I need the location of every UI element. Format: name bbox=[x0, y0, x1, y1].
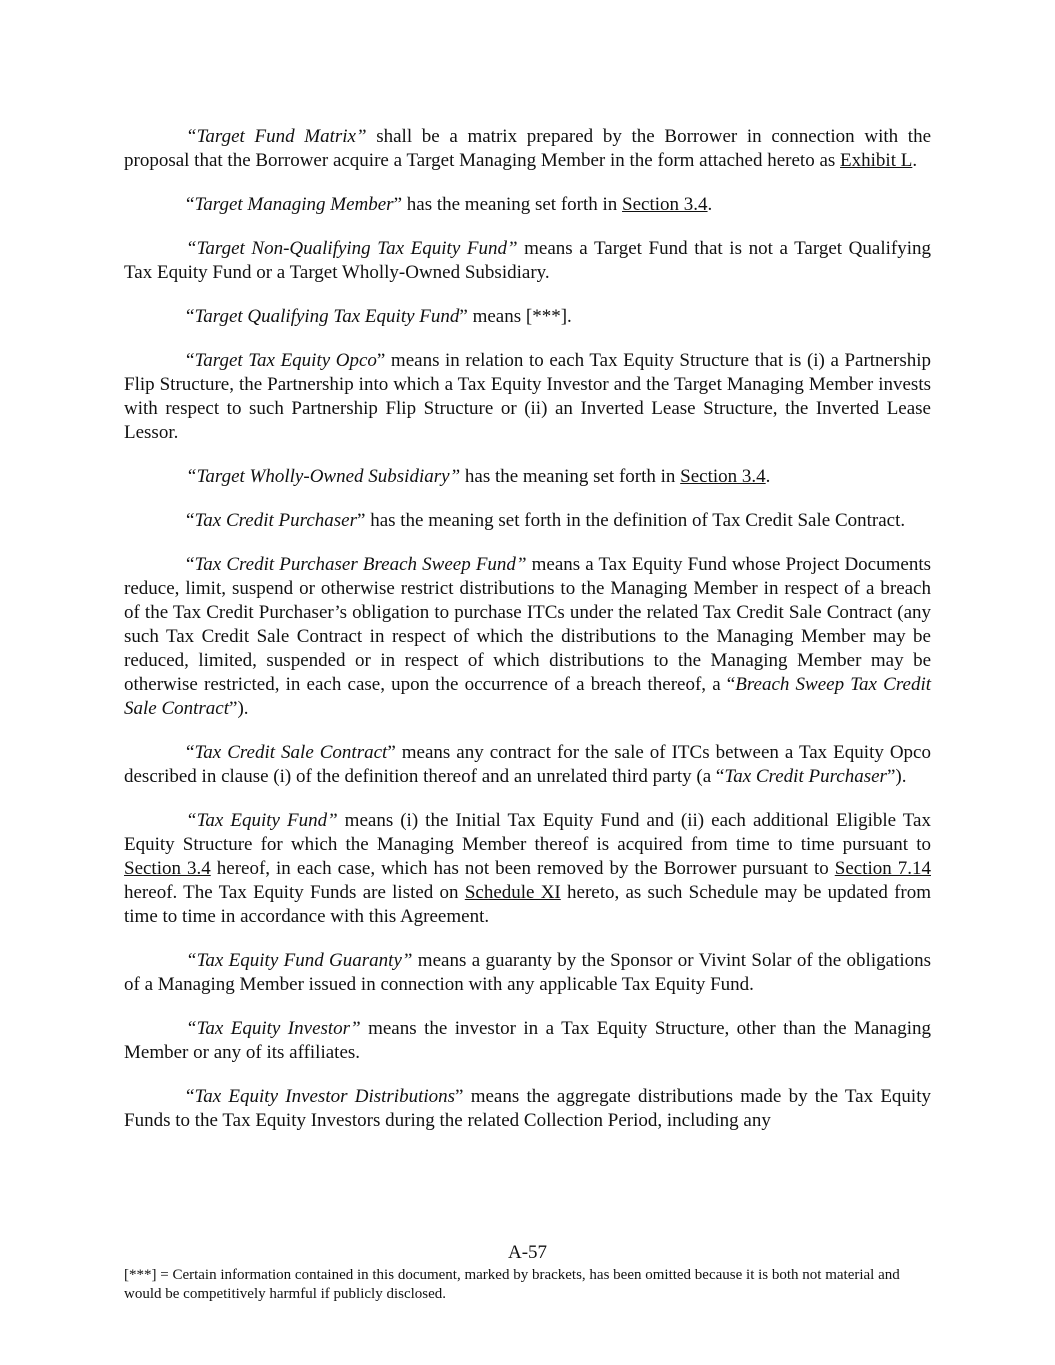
term-open-quote: “ bbox=[186, 126, 197, 147]
definition-target-managing-member: “Target Managing Member” has the meaning set forth in Section 3.4. bbox=[186, 194, 713, 215]
inline-defined-term: Tax Credit Purchaser bbox=[724, 766, 887, 787]
definition-tax-credit-sale-contract: “Tax Credit Sale Contract” means any contract for the sale of ITCs between a Tax Equity Opco described in clause (i) of the definition thereof and an unrelated third party (a “Tax Credit Purchaser”). bbox=[124, 742, 931, 787]
defined-term: Target Managing Member bbox=[194, 194, 394, 215]
defined-term: Target Wholly-Owned Subsidiary bbox=[196, 466, 450, 487]
definition-target-non-qualifying-tax-equity-fund: “Target Non-Qualifying Tax Equity Fund” means a Target Fund that is not a Target Qualifying Tax Equity Fund or a Target Wholly-Owned Subsidiary. bbox=[124, 238, 931, 283]
inline-defined-term: Breach Sweep Tax Credit Sale Contract bbox=[124, 674, 932, 719]
defined-term: Tax Credit Purchaser bbox=[194, 510, 357, 531]
defined-term: Target Qualifying Tax Equity Fund bbox=[194, 306, 460, 327]
definition-tax-credit-purchaser-breach-sweep-fund: “Tax Credit Purchaser Breach Sweep Fund” means a Tax Equity Fund whose Project Documents reduce, limit, suspend or otherwise restrict distributions to the Managing Member in respect of a breach of the Tax Credit Purchaser’s obligation to purchase ITCs under the related Tax Credit Sale Contract (any such Tax Credit Sale Contract in respect of which the distributions to the Managing Member may be reduced, limited, suspended or in respect of which distributions to the Managing Member may be otherwise restricted, in each case, upon the occurrence of a breach thereof, a “Breach Sweep Tax Credit Sale Contract”). bbox=[124, 554, 932, 719]
exhibit-reference: Exhibit L bbox=[840, 150, 913, 171]
page-number: A-57 bbox=[507, 1242, 548, 1263]
definition-target-fund-matrix: “Target Fund Matrix” shall be a matrix prepared by the Borrower in connection with the proposal that the Borrower acquire a Target Managing Member in the form attached hereto as Exhibit L. bbox=[124, 126, 932, 171]
redaction-footnote: [***] = Certain information contained in this document, marked by brackets, has been omitted because it is both not material and would be competitively harmful if publicly disclosed. bbox=[124, 1267, 900, 1302]
defined-term: Tax Equity Investor Distributions bbox=[194, 1086, 456, 1107]
definition-tax-equity-investor: “Tax Equity Investor” means the investor in a Tax Equity Structure, other than the Managing Member or any of its affiliates. bbox=[124, 1018, 931, 1063]
defined-term: Tax Credit Purchaser Breach Sweep Fund bbox=[194, 554, 516, 575]
section-reference: Section 3.4 bbox=[622, 194, 708, 215]
definition-tax-equity-investor-distributions: “Tax Equity Investor Distributions” means the aggregate distributions made by the Tax Equity Funds to the Tax Equity Investors during the related Collection Period, including any bbox=[124, 1086, 931, 1131]
defined-term: Tax Equity Fund Guaranty bbox=[196, 950, 402, 971]
definition-tax-equity-fund-guaranty: “Tax Equity Fund Guaranty” means a guaranty by the Sponsor or Vivint Solar of the obligations of a Managing Member issued in connection with any applicable Tax Equity Fund. bbox=[124, 950, 931, 995]
document-body bbox=[124, 125, 931, 1133]
definition-target-qualifying-tax-equity-fund: “Target Qualifying Tax Equity Fund” means [***]. bbox=[186, 306, 572, 327]
defined-term: Tax Equity Investor bbox=[196, 1018, 351, 1039]
defined-term: Tax Equity Fund bbox=[196, 810, 328, 831]
section-reference: Section 3.4 bbox=[124, 858, 211, 879]
defined-term: Tax Credit Sale Contract bbox=[194, 742, 388, 763]
definition-tax-equity-fund: “Tax Equity Fund” means (i) the Initial Tax Equity Fund and (ii) each additional Eligible Tax Equity Structure for which the Managing Member thereof is acquired from time to time pursuant to Section 3.4 hereof, in each case, which has not been removed by the Borrower pursuant to Section 7.14 hereof. The Tax Equity Funds are listed on Schedule XI hereto, as such Schedule may be updated from time to time in accordance with this Agreement. bbox=[124, 810, 931, 927]
definition-target-tax-equity-opco: “Target Tax Equity Opco” means in relation to each Tax Equity Structure that is (i) a Partnership Flip Structure, the Partnership into which a Tax Equity Investor and the Target Managing Member invests with respect to such Partnership Flip Structure or (ii) an Inverted Lease Structure, the Inverted Lease Lessor. bbox=[124, 350, 931, 443]
term-close-quote: ” bbox=[355, 126, 367, 147]
defined-term: Target Fund Matrix bbox=[196, 126, 356, 147]
defined-term: Target Non-Qualifying Tax Equity Fund bbox=[196, 238, 507, 259]
section-reference: Section 7.14 bbox=[834, 858, 931, 879]
defined-term: Target Tax Equity Opco bbox=[194, 350, 377, 371]
section-reference: Section 3.4 bbox=[680, 466, 766, 487]
definition-tax-credit-purchaser: “Tax Credit Purchaser” has the meaning set forth in the definition of Tax Credit Sale Contract. bbox=[186, 510, 906, 531]
definition-target-wholly-owned-subsidiary: “Target Wholly-Owned Subsidiary” has the meaning set forth in Section 3.4. bbox=[186, 466, 771, 487]
schedule-reference: Schedule XI bbox=[464, 882, 561, 903]
